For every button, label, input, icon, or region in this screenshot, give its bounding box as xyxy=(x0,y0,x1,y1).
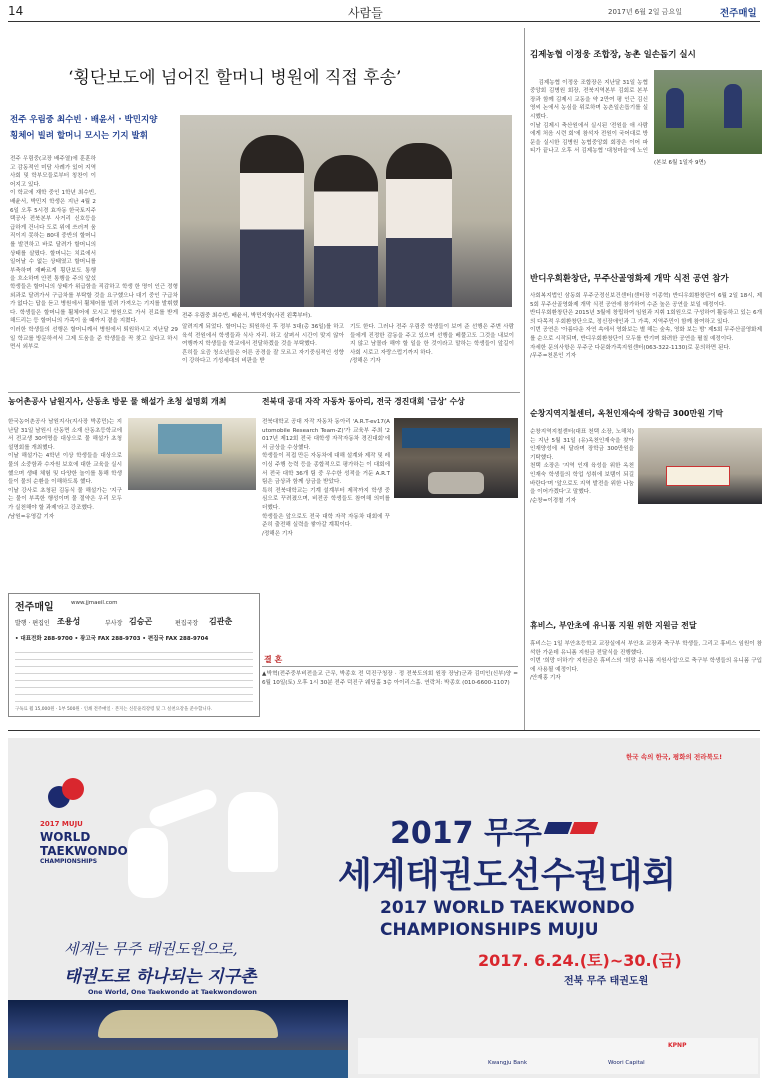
wtf-logo-mark xyxy=(48,778,88,818)
ad-dates: 2017. 6.24.(토)~30.(금) xyxy=(478,951,682,970)
main-story xyxy=(8,55,516,375)
sponsor-2: Kwangju Bank xyxy=(488,1060,528,1066)
right-low2-title: 휴비스, 부안초에 유니폼 지원 위한 지원금 전달 xyxy=(530,621,697,630)
main-subhead-1: 전주 우림중 최수빈 · 배윤서 · 박민지양 xyxy=(10,115,158,125)
sponsor-strip xyxy=(358,1038,758,1074)
athletes-image xyxy=(108,768,318,908)
marriage-rule xyxy=(262,666,518,667)
header-paper: 전주매일 xyxy=(720,8,757,19)
masthead-editor: 김승곤 xyxy=(129,617,153,626)
vertical-divider xyxy=(524,28,525,730)
masthead-director-label: 편집국장 xyxy=(175,620,199,627)
calligraphy-line2: 태권도로 하나되는 지구촌 xyxy=(64,967,257,987)
masthead-director: 김관춘 xyxy=(209,617,233,626)
right-top-article xyxy=(530,48,762,258)
ad-title-korean-2: 세계태권도선수권대회 xyxy=(338,856,677,896)
ad-english-tag: One World, One Taekwondo at Taekwondowon xyxy=(88,988,257,996)
main-col-3: 알려지게 되었다. 할머니는 퇴원하신 후 정부 3대(총 36일)를 하고 육석 전원에서 학생들과 식사 자리. 하고 살펴서 시간이 맞지 않아 여행까지 학생들을 학교에서 전달하겠을 것을 부탁했다. 흔히들 요즘 청소년들은 어른 공경을 잘 모르고 자기중심적인 성향이 강하다고 기성세대의 비판을 받 xyxy=(182,324,344,365)
right-low1-title: 순창지역지철센터, 옥천인재숙에 장학금 300만원 기탁 xyxy=(530,409,724,418)
header-date: 2017년 6월 2일 금요일 xyxy=(608,8,682,16)
right-top-title: 김제농협 이정웅 조합장, 농촌 일손돕기 실시 xyxy=(530,50,696,60)
calligraphy-line1: 세계는 무주 태권도원으로, xyxy=(64,940,238,958)
right-low1-body: 순창지역지철센터(대표 천택 소장, 노해치)는 지난 5월 31일 (유)옥천인재숙을 찾아 인재양성에 써 달라며 장학금 300만원을 기탁했다. 천택 소장은 '지역 인재 육성을 위한 옥천인재숙 학생들의 학업 성취에 보탬이 되길 바란다'며 '앞으로도 지역 발전을 위한 나눔을 이어가겠다'고 말했다. /순창=이경철 기자 xyxy=(530,429,634,504)
marriage-label: 결 혼 xyxy=(264,655,283,664)
team-photo xyxy=(394,418,518,498)
page-header xyxy=(8,3,760,21)
classroom-photo xyxy=(128,418,256,490)
logo-line2: TAEKWONDO xyxy=(40,844,128,858)
right-top-body-a xyxy=(530,70,648,154)
right-top-body: 김제농협 이정웅 조합장은 지난달 31일 농협중앙회 김병원 회장, 전북지역본부 김회로 본부장과 함께 김제시 교동을 약 2만여 평 인근 김신영씨 논에서 농심을 위로하며 농촌일손돕기를 실시했다. 이날 김제시 축산원에서 실시된 '전원을 애 사람에게 처음 시련 회'에 참석자 전원이 국어대로 방문을 실시한 김병원 농협중앙회 회장은 이어 파티가 끝나고 오후 서 김제농협 '대청마을'에 노인 xyxy=(530,79,648,154)
mid-rule-left xyxy=(8,392,520,393)
center-low-body: 전북대학교 공대 자작 자동차 동아리 'A.R.T-ev17(Automobile Research Team-Z)'가 교육부 주최 '2017년 제12회 전국 대학생 자작자동차 경진대회'에서 금상을 수상했다. 학생들이 직접 만든 자동차에 대해 설계와 제작 및 레이싱 주행 능력 등을 종합적으로 평가하는 이 대회에서 전국 대학 36개 팀 중 우수한 성적을 거둔 A.R.T 팀은 금상과 함께 상금을 받았다. 특히 전북대학교는 기계 설계부터 제작까지 학생 중심으로 꾸려졌으며, 비전공 학생들도 참여해 의미를 더했다. 학생들은 앞으로도 전국 대학 자작 자동차 대회에 꾸준히 출전해 실력을 쌓아갈 계획이다. /정해은 기자 xyxy=(262,419,390,537)
right-low2-article xyxy=(530,620,762,724)
masthead-url: www.jjmaeil.com xyxy=(71,600,118,606)
main-col-4: 기도 한다. 그러나 전주 우림중 학생들이 보여 준 선행은 주변 사람들에게 진정한 감동을 주고 있으며 선행을 베풀고도 그것을 내보이지 않고 남몰라 해야 할 일을 한 것이라고 말하는 학생들이 앞길이 사회 시로고 자랑스럽기까지 하다. /정해은 기자 xyxy=(350,324,514,365)
masthead-editor-label: 부사장 xyxy=(105,620,123,627)
ad-title-korean-1: 2017 무주 xyxy=(390,816,542,851)
center-low-article xyxy=(262,396,520,716)
logo-line3: CHAMPIONSHIPS xyxy=(40,858,98,865)
logo-year: 2017 MUJU xyxy=(40,820,83,828)
student-2 xyxy=(314,155,378,307)
masthead-name: 전주매일 xyxy=(15,602,54,613)
sponsor-3: Woori Capital xyxy=(608,1060,645,1066)
taekwondo-ad[interactable] xyxy=(8,738,760,1078)
left-low-article xyxy=(8,396,258,586)
masthead-publisher: 조용성 xyxy=(57,617,81,626)
masthead-publisher-label: 발행 · 편집인 xyxy=(15,620,50,627)
ad-title-english-2: CHAMPIONSHIPS MUJU xyxy=(380,920,599,940)
main-col-2: 학생들은 할머니의 상태가 위급함을 직감하고 학생 한 명이 인근 정형외과로 달려가서 구급차를 부탁할 것을 요구했으나 대기 중인 구급차가 없다는 답을 듣고 병원에서 휠체어를 빌려 가져오는 기지를 발휘했다. 학생들은 할머니를 휠체어에 모시고 병원으로 가서 진료를 받게 해드리는 등 할머니의 가족이 올 때까지 곁을 지켰다. 이러한 학생들의 선행은 할머니께서 병원에서 퇴원하시고 지난달 29일 학교를 방문하셔서 그제 도움을 준 학생들을 꼭 찾고 싶다고 하시면서 외부로 xyxy=(10,284,178,351)
masthead-directory xyxy=(15,646,253,702)
students-photo xyxy=(180,115,512,307)
section-title: 사람들 xyxy=(348,6,383,20)
left-low-body: 한국농어촌공사 남원지사(지사장 박종민)는 지난달 31일 남원시 산동면 소재 산동초등학교에서 전교생 30여명을 대상으로 물 해설가 초청 설명회를 개최했다. 이날 해설가는 4학년 이상 학생들을 대상으로 물의 소중함과 수자원 보호에 대한 교육을 실시했으며 생태 체험 및 다양한 놀이를 통해 학생들이 물의 순환을 이해하도록 했다. 이날 강사로 초청된 김동식 물 해설가는 '지구는 물이 부족한 행성이며 물 절약은 우리 모두가 실천해야 할 과제'라고 강조했다. /남원=유영갑 기자 xyxy=(8,419,122,520)
wtf-mark-inline xyxy=(546,816,602,840)
main-subhead-2: 횡체어 빌려 할머니 모시는 기지 발휘 xyxy=(10,131,148,141)
sponsor-1: KPNP xyxy=(668,1042,687,1049)
right-low2-body: 휴비스는 1일 부안초등학교 교장실에서 부안초 교장과 축구부 학생들, 그리고 휴비스 임원이 참석한 가운데 유니폼 지원금 전달식을 진행했다. 이번 '희망 더하기' 지원금은 휴비스의 '희망 유니폼 지원사업'으로 축구부 학생들의 유니폼 구입에 사용될 예정이다. /안재홍 기자 xyxy=(530,641,762,682)
right-mid-article xyxy=(530,272,762,390)
donation-photo xyxy=(638,428,762,504)
page-number: 14 xyxy=(8,4,24,18)
rice-field-caption: (본보 6월 1일자 9면) xyxy=(654,160,706,166)
masthead-footer: 구독료 월 15,000원 · 1부 500원 · 인쇄 전주매일 · 본지는 신문윤리강령 및 그 실천요강을 준수합니다. xyxy=(15,707,213,712)
right-mid-title: 반디우회환창단, 무주산골영화제 개막 식전 공연 참가 xyxy=(530,274,729,284)
venue-image xyxy=(8,1000,348,1078)
masthead-phones: • 대표전화 288-9700 • 광고국 FAX 288-9703 • 편집국 FAX 288-9704 xyxy=(15,636,209,642)
right-low1-article xyxy=(530,408,762,608)
ad-top-rule xyxy=(8,730,760,731)
masthead-box xyxy=(8,593,260,717)
center-low-title: 전북대 공대 자작 자동차 동아리, 전국 경진대회 '금상' 수상 xyxy=(262,397,465,406)
left-low-title: 농어촌공사 남원지사, 산동초 방문 물 해설가 초청 설명회 개최 xyxy=(8,397,227,406)
logo-line1: WORLD xyxy=(40,830,91,844)
main-col-1: 전주 우림중(교장 배주열)에 훈훈하고 감동적인 미담 사례가 있어 지역사회 및 학부모들로부터 칭찬이 이어지고 있다. 이 학교에 재학 중인 1학년 최수빈, 배윤서, 박민지 학생은 지난 4월 26일 오후 5시경 효자동 한국토지주택공사 전북본부 사거리 신호등을 급하게 건너다 도로 위에 쓰러져 움직이지 못하는 80대 중반의 할머니를 발견하고 바로 달려가 할머니의 상태를 살폈다. 할머니는 치료에서 일어날 수 없는 상태였고 할머니를 부축하며 재빠르게 횡단보도 통행을 흐소하며 안전 통행을 주의 앞섰 xyxy=(10,156,96,283)
ad-venue: 전북 무주 태권도원 xyxy=(564,976,649,987)
rice-field-photo xyxy=(654,70,762,154)
marriage-notice: ▲박혁(전주중부비전을교 근무, 박종호 전 덕진구청장 · 정 전북도의회 원장 장남)군과 김미인(신부)양 = 6월 10일(토) 오후 1시 30분 전주 덕진구 웨딩홀 3층 아이리스홀. 연락처: 박종호 (010-6600-1107) xyxy=(262,671,518,686)
ad-slogan: 한국 속의 한국, 평화의 전라북도! xyxy=(626,753,723,761)
ad-title-english-1: 2017 WORLD TAEKWONDO xyxy=(380,898,635,918)
students-photo-caption: 전주 우림중 최수빈, 배윤서, 박민지양(사진 왼쪽부터). xyxy=(182,313,312,319)
main-headline: ‘횡단보도에 넘어진 할머니 병원에 직접 후송’ xyxy=(68,68,402,88)
student-3 xyxy=(386,143,452,307)
right-mid-body: 사회복지법인 삼동회 무주군정신보건센터(센터장 이종혁) 반디우회환창단이 6월 2일 18시, 제5회 무주산골영화제 개막 식전 공연에 참가하여 수준 높은 공연을 보일 예정이다. 반디우회환창단은 2015년 3월에 창립하여 임원과 지휘 1회원으로 구성하여 활동하고 있는 6개의 다목적 우회환창단으로, 정신장애인과 그 가족, 지역주민이 함께 참여하고 있다. 이번 공연은 '아름다운 자연 속에서 영화보는 별 해는 숲속, 영화 보는 밤' 제5회 무주산골영화제를 순으로 시작되며, 반디우회환창단이 모두를 반기며 화려한 공연을 펼칠 예정이다. 자세한 문의사항은 무주군 다문화가족지원센터(063-322-1130)로 문의하면 된다. /무주=천론인 기자 xyxy=(530,293,762,360)
student-1 xyxy=(240,135,304,307)
header-rule xyxy=(8,21,760,22)
